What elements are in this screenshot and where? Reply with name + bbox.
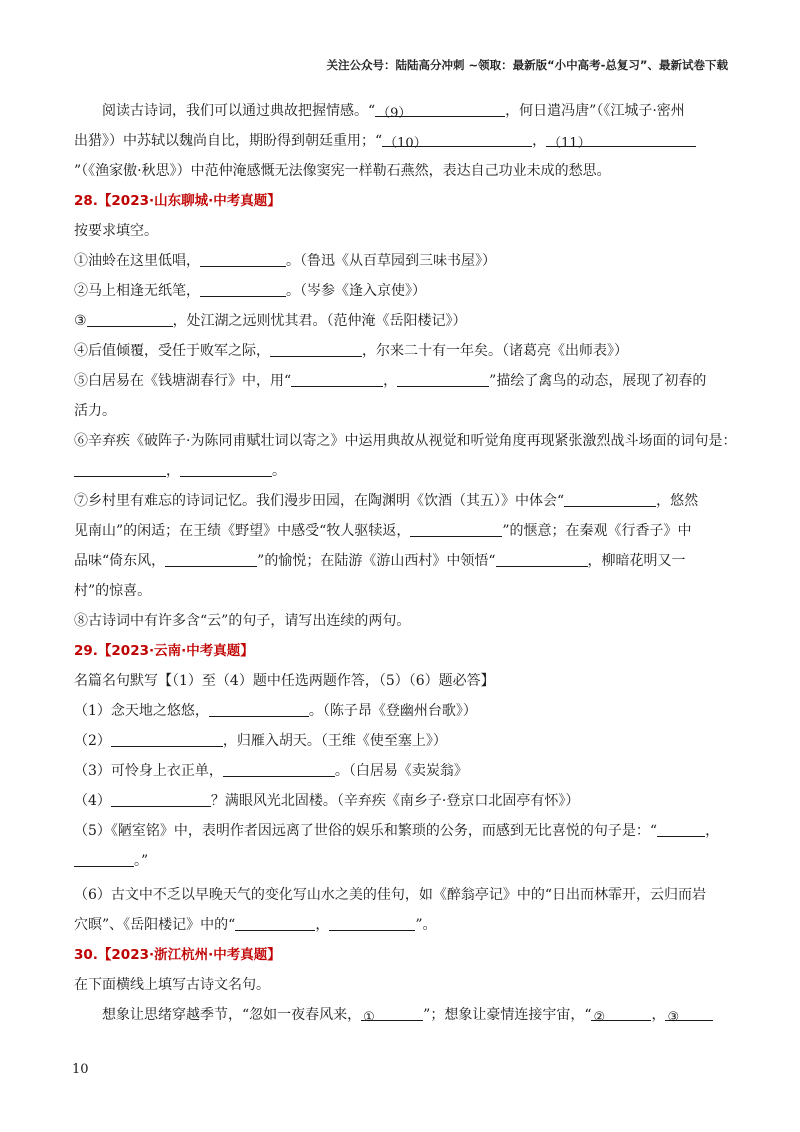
- text: 。: [272, 463, 286, 479]
- q28-item-5-cont: [74, 396, 734, 426]
- q29-item-5-cont: [74, 846, 734, 876]
- text: 村”的惊喜。: [74, 583, 152, 599]
- blank[interactable]: [111, 728, 223, 747]
- text: ②马上相逢无纸笔，: [74, 283, 200, 299]
- text: ⑤白居易在《钱塘湖春行》中，用“: [74, 373, 292, 389]
- blank-1[interactable]: [361, 1002, 423, 1025]
- question-title: 30.【2023·浙江杭州·中考真题】: [74, 947, 281, 963]
- text: ，: [166, 463, 180, 479]
- blank[interactable]: [564, 488, 656, 507]
- blank[interactable]: [165, 548, 257, 567]
- text: ③: [74, 313, 87, 329]
- blank-label: ②: [593, 1010, 606, 1025]
- q29-heading: [74, 636, 734, 666]
- blank[interactable]: [235, 912, 315, 931]
- text: ，: [705, 823, 720, 839]
- q29-item-5: [74, 816, 734, 846]
- blank[interactable]: [87, 308, 173, 327]
- text: ”的愉悦；在陆游《游山西村》中领悟“: [257, 553, 496, 569]
- text: 。（白居易《卖炭翁》: [334, 763, 468, 779]
- text: ，: [651, 1007, 666, 1023]
- text: 。（陈子昂《登幽州台歌》）: [308, 703, 477, 719]
- text: 想象让思绪穿越季节，“忽如一夜春风来，: [102, 1007, 362, 1023]
- q28-item-2: [74, 276, 734, 306]
- q29-item-2: [74, 726, 734, 756]
- text: （4）: [74, 793, 111, 809]
- q29-item-4: [74, 786, 734, 816]
- text: 。”: [134, 853, 149, 869]
- intro-line-2: [74, 126, 734, 156]
- q28-item-8: [74, 606, 734, 636]
- text: ”（《渔家傲·秋思》）中范仲淹感慨无法像窦宪一样勒石燕然，表达自己功业未成的愁思。: [74, 163, 611, 179]
- text: ”。: [415, 917, 437, 933]
- blank[interactable]: [74, 458, 166, 477]
- blank-label: （10）: [384, 136, 427, 151]
- blank[interactable]: [74, 848, 134, 867]
- text: ，: [315, 917, 330, 933]
- q28-item-7-cont-2: [74, 546, 734, 576]
- text: ，归雁入胡天。（王维《使至塞上》）: [222, 733, 447, 749]
- q29-item-6: [74, 880, 734, 910]
- text: ，: [383, 373, 398, 389]
- intro-line-1: [74, 96, 734, 126]
- q29-item-3: [74, 756, 734, 786]
- text: ”的惬意；在秦观《行香子》中: [502, 523, 692, 539]
- text: ”描绘了禽鸟的动态，展现了初春的: [489, 373, 707, 389]
- text: 品味“倚东风，: [74, 553, 166, 569]
- q28-item-3: [74, 306, 734, 336]
- page-number: 10: [72, 1062, 89, 1077]
- q29-item-6-cont: [74, 910, 734, 940]
- page-header: 关注公众号：陆陆高分冲刺 ~领取：最新版“小中高考-总复习”、最新试卷下载: [326, 58, 728, 72]
- blank[interactable]: [291, 368, 383, 387]
- q28-item-4: [74, 336, 734, 366]
- blank-label: （11）: [548, 136, 591, 151]
- text: ，何日遣冯唐”（《江城子·密州: [505, 103, 685, 119]
- text: （3）可怜身上衣正单，: [74, 763, 223, 779]
- blank[interactable]: [223, 758, 335, 777]
- q30-instruction: [74, 970, 734, 1000]
- q28-item-1: [74, 246, 734, 276]
- text: ④后值倾覆，受任于败军之际，: [74, 343, 270, 359]
- text: ，处江湖之远则忧其君。（范仲淹《岳阳楼记》）: [172, 313, 467, 329]
- blank[interactable]: [496, 548, 588, 567]
- text: 按要求填空。: [74, 223, 158, 239]
- text: ？满眼风光北固楼。（辛弃疾《南乡子·登京口北固亭有怀》）: [210, 793, 580, 809]
- text: 在下面横线上填写古诗文名句。: [74, 977, 270, 993]
- q28-item-7-cont-1: [74, 516, 734, 546]
- text: ，悠然: [656, 493, 699, 509]
- blank[interactable]: [270, 338, 362, 357]
- q28-heading: [74, 186, 734, 216]
- blank[interactable]: [180, 458, 272, 477]
- text: 穴暝”、《岳阳楼记》中的“: [74, 917, 236, 933]
- question-title: 29.【2023·云南·中考真题】: [74, 643, 254, 659]
- blank-3[interactable]: [665, 1002, 713, 1025]
- blank[interactable]: [200, 278, 286, 297]
- blank[interactable]: [410, 518, 502, 537]
- q30-line-1: [74, 1000, 734, 1030]
- text: （5）《陋室铭》中，表明作者因远离了世俗的娱乐和繁琐的公务，而感到无比喜悦的句子是：“: [74, 823, 658, 839]
- q28-item-6-cont: [74, 456, 734, 486]
- blank-label: （9）: [377, 106, 412, 121]
- q28-item-5: [74, 366, 734, 396]
- text: ⑧古诗词中有许多含“云”的句子，请写出连续的两句。: [74, 613, 411, 629]
- text: 出猎》）中苏轼以魏尚自比，期盼得到朝廷重用；“: [74, 133, 383, 149]
- blank[interactable]: [657, 818, 705, 837]
- blank-10[interactable]: [382, 128, 532, 151]
- text: 阅读古诗词，我们可以通过典故把握情感。“: [102, 103, 376, 119]
- text: ”；想象让豪情连接宇宙，“: [423, 1007, 592, 1023]
- q28-item-7: [74, 486, 734, 516]
- intro-line-3: [74, 156, 734, 186]
- blank[interactable]: [200, 248, 286, 267]
- text: 活力。: [74, 403, 116, 419]
- document-body: [74, 96, 737, 1030]
- text: （1）念天地之悠悠，: [74, 703, 209, 719]
- text: ⑦乡村里有难忘的诗词记忆。我们漫步田园，在陶渊明《饮酒（其五）》中体会“: [74, 493, 565, 509]
- blank-2[interactable]: [591, 1002, 651, 1025]
- q28-item-7-cont-3: [74, 576, 734, 606]
- q28-item-6: [74, 426, 737, 456]
- blank-9[interactable]: [375, 98, 505, 121]
- text: ，: [532, 133, 547, 149]
- q30-heading: [74, 940, 734, 970]
- question-title: 28.【2023·山东聊城·中考真题】: [74, 193, 281, 209]
- text: 。（岑参《逢入京使》）: [286, 283, 426, 299]
- text: （2）: [74, 733, 111, 749]
- text: 。（鲁迅《从百草园到三味书屋》）: [286, 253, 496, 269]
- text: （6）古文中不乏以早晚天气的变化写山水之美的佳句，如《醉翁亭记》中的“日出而林霏开，云归而岩: [74, 887, 707, 903]
- blank-11[interactable]: [546, 128, 696, 151]
- blank[interactable]: [111, 788, 211, 807]
- text: ⑥辛弃疾《破阵子·为陈同甫赋壮词以寄之》中运用典故从视觉和听觉角度再现紧张激烈战斗场面的词句是：: [74, 433, 737, 449]
- text: 见南山”的闲适；在王绩《野望》中感受“牧人驱犊返，: [74, 523, 411, 539]
- q29-item-1: [74, 696, 734, 726]
- q28-instruction: [74, 216, 734, 246]
- text: ，柳暗花明又一: [587, 553, 686, 569]
- text: ，尔来二十有一年矣。（诸葛亮《出师表》）: [362, 343, 628, 359]
- blank-label: ①: [363, 1010, 375, 1025]
- text: 名篇名句默写【（1）至（4）题中任选两题作答，（5）（6）题必答】: [74, 673, 495, 689]
- blank-label: ③: [667, 1010, 680, 1025]
- text: ①油蛉在这里低唱，: [74, 253, 200, 269]
- blank[interactable]: [329, 912, 415, 931]
- q29-instruction: [74, 666, 734, 696]
- blank[interactable]: [397, 368, 489, 387]
- blank[interactable]: [209, 698, 309, 717]
